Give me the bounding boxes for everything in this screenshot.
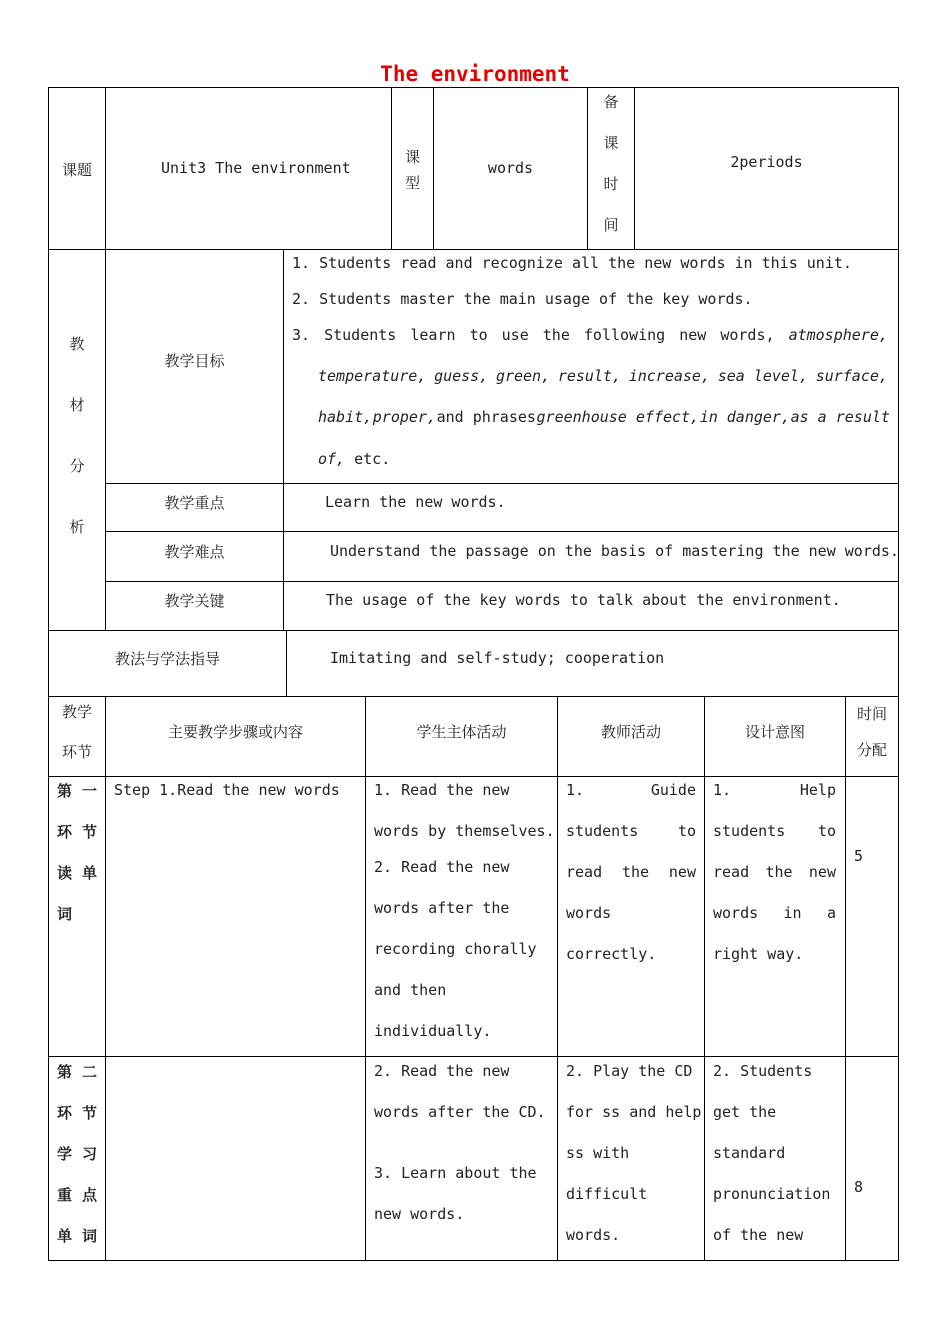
intent-line: get the [713, 1103, 777, 1121]
teacher-line: words. [566, 1226, 621, 1244]
vocab-word: habit, [318, 408, 373, 426]
vocab-word: proper, [372, 408, 436, 426]
vocab-word: sea level, [717, 367, 808, 385]
stage-line: 第 二 [57, 1063, 97, 1081]
student-line: words by themselves. [374, 822, 555, 840]
teacher-line: students to [566, 822, 696, 840]
col-student: 学生主体活动 [416, 723, 507, 741]
crux-value: The usage of the key words to talk about the environment. [326, 591, 841, 609]
teacher-line: difficult [566, 1185, 648, 1203]
goal-1: 1. Students read and recognize all the new words in this unit. [292, 254, 852, 272]
teacher-line: correctly. [566, 945, 657, 963]
teacher-line: ss with [566, 1144, 630, 1162]
student-line: words after the CD. [374, 1103, 546, 1121]
teacher-line: words [566, 904, 612, 922]
difficult-value: Understand the passage on the basis of mastering the new words. [330, 542, 899, 560]
student-line: and then [374, 981, 447, 999]
goal-3-word: 3. [292, 326, 311, 344]
col-steps: 主要教学步骤或内容 [167, 723, 303, 741]
intent-line: pronunciation [713, 1185, 831, 1203]
vocab-word: guess, [434, 367, 489, 385]
vocab-word: surface, [815, 367, 888, 385]
intent-line: students to [713, 822, 836, 840]
student-line: 2. Read the new [374, 858, 510, 876]
vocab-phrase-end: of, [318, 450, 346, 468]
vocab-phrase: greenhouse effect, [536, 408, 700, 426]
crux-label: 教学关键 [164, 592, 225, 610]
col-time-1: 时间 [856, 705, 887, 723]
topic-value: Unit3 The environment [161, 159, 351, 177]
goal-3-line-1 [292, 326, 888, 344]
goal-3-word: to [469, 326, 488, 344]
goal-3-etc: etc. [345, 450, 391, 468]
goal-3-word: following [583, 326, 666, 344]
intent-line: of the new [713, 1226, 804, 1244]
method-label: 教法与学法指导 [114, 650, 220, 668]
key-label: 教学重点 [164, 494, 225, 512]
goal-3-word: Students [324, 326, 397, 344]
analysis-side-label-1: 教 [69, 335, 85, 353]
document-title: The environment [380, 62, 570, 86]
goal-3-word: learn [410, 326, 456, 344]
type-label-2: 型 [404, 174, 420, 192]
student-line: 2. Read the new [374, 1062, 510, 1080]
intent-line: 2. Students [713, 1062, 813, 1080]
analysis-side-label-3: 分 [69, 457, 85, 475]
col-stage-2: 环节 [61, 743, 92, 761]
teacher-line: read the new [566, 863, 696, 881]
stage-line: 词 [57, 905, 73, 923]
student-line: individually. [374, 1022, 492, 1040]
col-teacher: 教师活动 [600, 723, 661, 741]
teacher-line: for ss and help [566, 1103, 702, 1121]
student-line: 3. Learn about the [374, 1164, 537, 1182]
vocab-phrase: as a result [790, 408, 890, 426]
analysis-side-label-2: 材 [69, 396, 85, 414]
type-label-1: 课 [404, 148, 420, 166]
teacher-line: 2. Play the CD [566, 1062, 693, 1080]
student-line: words after the [374, 899, 510, 917]
key-value: Learn the new words. [325, 493, 506, 511]
goal-3-word: use [501, 326, 529, 344]
goal-3-text: and phrases [436, 408, 536, 426]
time-label-2: 课 [603, 134, 619, 152]
vocab-word: result, [557, 367, 622, 385]
stage-line: 第 一 [57, 782, 97, 800]
difficult-label: 教学难点 [164, 543, 225, 561]
stage-line: 重 点 [57, 1186, 97, 1204]
time-value: 2periods [730, 153, 803, 171]
time-label-1: 备 [603, 93, 619, 111]
stage-line: 单 词 [57, 1227, 97, 1245]
stage-line: 环 节 [57, 1104, 97, 1122]
student-line: new words. [374, 1205, 465, 1223]
col-intent: 设计意图 [744, 723, 805, 741]
intent-line: right way. [713, 945, 804, 963]
goal-3-word: atmosphere, [788, 326, 888, 344]
stage-line: 学 习 [57, 1145, 97, 1163]
intent-line: read the new [713, 863, 836, 881]
goal-3-line-3 [318, 408, 890, 426]
time-allocation: 5 [854, 847, 864, 865]
vocab-word: increase, [628, 367, 710, 385]
stage-line: 环 节 [57, 823, 97, 841]
student-line: recording chorally [374, 940, 537, 958]
goal-3-line-2 [318, 367, 888, 385]
intent-line: 1. Help [713, 781, 836, 799]
goal-3-word: words, [720, 326, 775, 344]
method-value: Imitating and self-study; cooperation [330, 649, 665, 667]
time-label-3: 时 [603, 175, 619, 193]
type-value: words [487, 159, 534, 177]
vocab-word: green, [495, 367, 551, 385]
vocab-word: temperature, [318, 367, 427, 385]
analysis-side-label-4: 析 [69, 518, 85, 536]
intent-line: standard [713, 1144, 786, 1162]
goal-label: 教学目标 [164, 352, 225, 370]
goal-3-line-4 [318, 450, 390, 468]
col-stage-1: 教学 [61, 703, 92, 721]
vocab-phrase: in danger, [699, 408, 790, 426]
step-text: Step 1.Read the new words [114, 781, 340, 799]
time-allocation: 8 [854, 1178, 864, 1196]
intent-line: words in a [713, 904, 836, 922]
stage-line: 读 单 [57, 864, 97, 882]
time-label-4: 间 [603, 216, 619, 234]
goal-2: 2. Students master the main usage of the key words. [292, 290, 753, 308]
goal-3-word: new [679, 326, 707, 344]
teacher-line: 1. Guide [566, 781, 696, 799]
goal-3-word: the [542, 326, 570, 344]
topic-label: 课题 [61, 161, 92, 179]
student-line: 1. Read the new [374, 781, 510, 799]
col-time-2: 分配 [856, 741, 887, 759]
